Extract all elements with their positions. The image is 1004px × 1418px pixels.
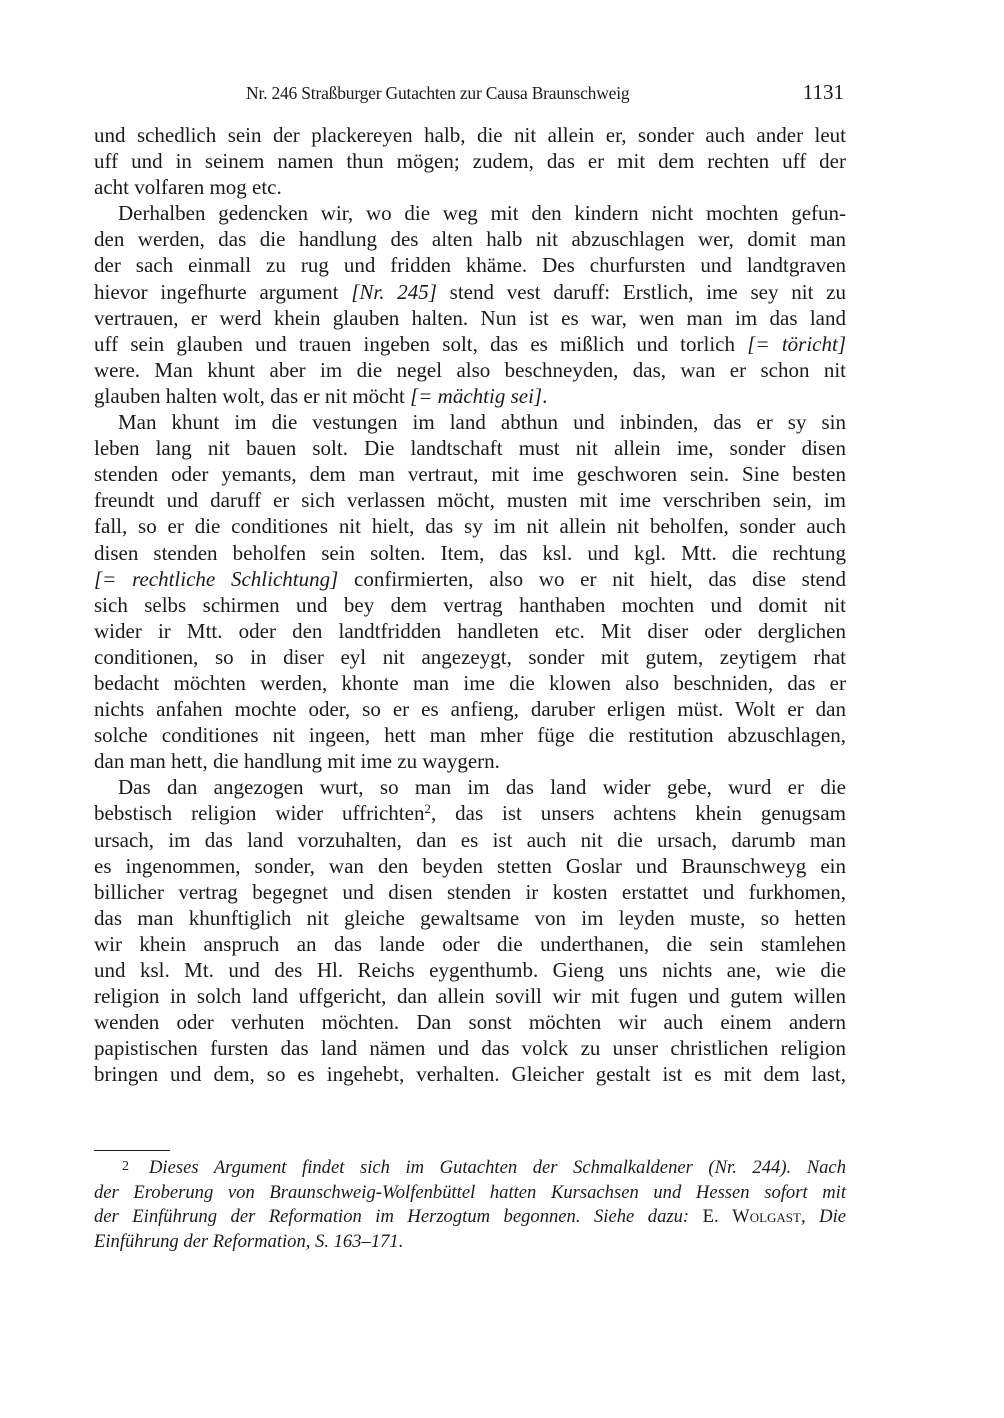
text-line: religion in solch land uffgericht, dan allein sovill wir mit fugen und gutem willen bbox=[94, 984, 846, 1009]
text-run: , bbox=[800, 1206, 820, 1227]
text-line: nichts anfahen mochte oder, so er es anfieng, daruber erligen müst. Wolt er dan bbox=[94, 697, 846, 722]
text-line bbox=[94, 331, 846, 357]
text-line: Das dan angezogen wurt, so man im das land wider gebe, wurd er die bbox=[118, 775, 846, 800]
text-line: acht volfaren mog etc. bbox=[94, 175, 282, 200]
text-line: der sach einmall zu rug und fridden khäme. Des churfursten und landtgraven bbox=[94, 253, 846, 278]
text-line: es ingenommen, sonder, wan den beyden stetten Goslar und Braunschweyg ein bbox=[94, 853, 846, 878]
author-initial: E. bbox=[702, 1206, 733, 1227]
paragraph-4 bbox=[94, 774, 846, 1087]
text-line: wider ir Mtt. oder den landtfridden handleten etc. Mit diser oder derglichen bbox=[94, 618, 846, 643]
text-run: der Einführung der Reformation im Herzogtum begonnen. Siehe dazu: bbox=[94, 1206, 703, 1227]
text-line: Man khunt im die vestungen im land abthun und inbinden, das er sy sin bbox=[118, 410, 846, 435]
footnote-2 bbox=[94, 1155, 846, 1254]
footnote-marker[interactable]: 2 bbox=[424, 801, 431, 817]
text-line: Derhalben gedencken wir, wo die weg mit den kindern nicht mochten gefun- bbox=[118, 201, 846, 226]
text-line: ursach, im das land vorzuhalten, dan es ist auch nit die ursach, darumb man bbox=[94, 827, 846, 852]
text-line: solche conditiones nit ingeen, hett man mher füge die restitution abzuschlagen, bbox=[94, 723, 846, 748]
editorial-gloss: [= rechtliche Schlichtung] bbox=[94, 566, 339, 591]
text-line bbox=[94, 566, 846, 592]
text-run: stend vest daruff: Erstlich, ime sey nit zu bbox=[436, 279, 847, 304]
text-line bbox=[94, 279, 846, 305]
text-run: , das ist unsers achtens khein genugsam bbox=[430, 801, 846, 826]
text-run: Dieses Argument findet sich im Gutachten der Schmalkaldener (Nr. 244). Nach bbox=[149, 1157, 846, 1178]
page-number: 1131 bbox=[802, 80, 844, 104]
text-line: conditionen, so in diser eyl nit angezeygt, sonder mit gutem, zeytigem rhat bbox=[94, 644, 846, 669]
text-line: uff und in seinem namen thun mögen; zudem, das er mit dem rechten uff der bbox=[94, 149, 846, 174]
text-run: bebstisch religion wider uffrichten bbox=[94, 801, 425, 826]
text-line: fall, so er die conditiones nit hielt, das sy im nit allein nit beholfen, sonder auch bbox=[94, 514, 846, 539]
text-line: dan man hett, die handlung mit ime zu waygern. bbox=[94, 749, 500, 774]
text-line: disen stenden beholfen sein solten. Item, das ksl. und kgl. Mtt. die rechtung bbox=[94, 540, 846, 565]
text-line: wir khein anspruch an das lande oder die underthanen, die sein stamlehen bbox=[94, 931, 846, 956]
text-line: sich selbs schirmen und bey dem vertrag hanthaben mochten und domit nit bbox=[94, 592, 846, 617]
paragraph-3 bbox=[94, 409, 846, 774]
editorial-reference: [Nr. 245] bbox=[351, 279, 437, 304]
paragraph-2 bbox=[94, 200, 846, 409]
author-name: Wolgast bbox=[732, 1206, 801, 1227]
footnote-line: Einführung der Reformation, S. 163–171. bbox=[94, 1230, 404, 1252]
text-line: wenden oder verhuten möchten. Dan sonst möchten wir auch einem andern bbox=[94, 1010, 846, 1035]
text-line: und schedlich sein der plackereyen halb, die nit allein er, sonder auch ander leut bbox=[94, 123, 846, 147]
text-line: den werden, das die handlung des alten halb nit abzuschlagen wer, domit man bbox=[94, 227, 846, 252]
text-run: confirmierten, also wo er nit hielt, das dise stend bbox=[338, 566, 846, 591]
text-line: billicher vertrag begegnet und disen stenden ir kosten erstattet und furkhomen, bbox=[94, 879, 846, 904]
text-line: papistischen fursten das land nämen und das volck zu unser christlichen religion bbox=[94, 1036, 846, 1061]
text-line: vertrauen, er werd khein glauben halten. Nun ist es war, wen man im das land bbox=[94, 305, 846, 330]
editorial-gloss: [= töricht] bbox=[747, 331, 846, 356]
footnote-line bbox=[94, 1155, 846, 1181]
footnote-line: der Eroberung von Braunschweig-Wolfenbüttel hatten Kursachsen und Hessen sofort mit bbox=[94, 1181, 846, 1203]
text-line: das man khunftiglich nit gleiche gewaltsame von im leyden muste, so hetten bbox=[94, 905, 846, 930]
footnote-number: 2 bbox=[122, 1159, 129, 1174]
running-header bbox=[94, 80, 846, 106]
text-line bbox=[94, 800, 846, 826]
footnote-divider bbox=[94, 1150, 170, 1151]
text-line: leben lang nit bauen solt. Die landtschaft must nit allein ime, sonder disen bbox=[94, 436, 846, 461]
running-title: Nr. 246 Straßburger Gutachten zur Causa Braunschweig bbox=[246, 83, 630, 103]
text-line bbox=[94, 383, 846, 409]
text-run: Die bbox=[819, 1206, 847, 1227]
footnote-line bbox=[94, 1205, 846, 1230]
text-line: were. Man khunt aber im die negel also beschneyden, das, wan er schon nit bbox=[94, 357, 846, 382]
text-run: . bbox=[542, 383, 548, 408]
text-run: uff sein glauben und trauen ingeben solt, das es mißlich und torlich bbox=[94, 331, 748, 356]
text-run: hievor ingefhurte argument bbox=[94, 279, 352, 304]
text-line: bedacht möchten werden, khonte man ime die klowen also beschniden, das er bbox=[94, 670, 846, 695]
text-line: stenden oder yemants, dem man vertraut, mit ime geschworen sein. Sine besten bbox=[94, 462, 846, 487]
text-line: freundt und daruff er sich verlassen möcht, musten mit ime verschriben sein, im bbox=[94, 488, 846, 513]
text-line: bringen und dem, so es ingehebt, verhalten. Gleicher gestalt ist es mit dem last, bbox=[94, 1062, 846, 1087]
paragraph-1 bbox=[94, 122, 846, 200]
text-line: und ksl. Mt. und des Hl. Reichs eygenthumb. Gieng uns nichts ane, wie die bbox=[94, 958, 846, 982]
text-run: glauben halten wolt, das er nit möcht bbox=[94, 383, 411, 408]
body-text bbox=[94, 122, 846, 1087]
editorial-gloss: [= mächtig sei] bbox=[410, 383, 543, 408]
